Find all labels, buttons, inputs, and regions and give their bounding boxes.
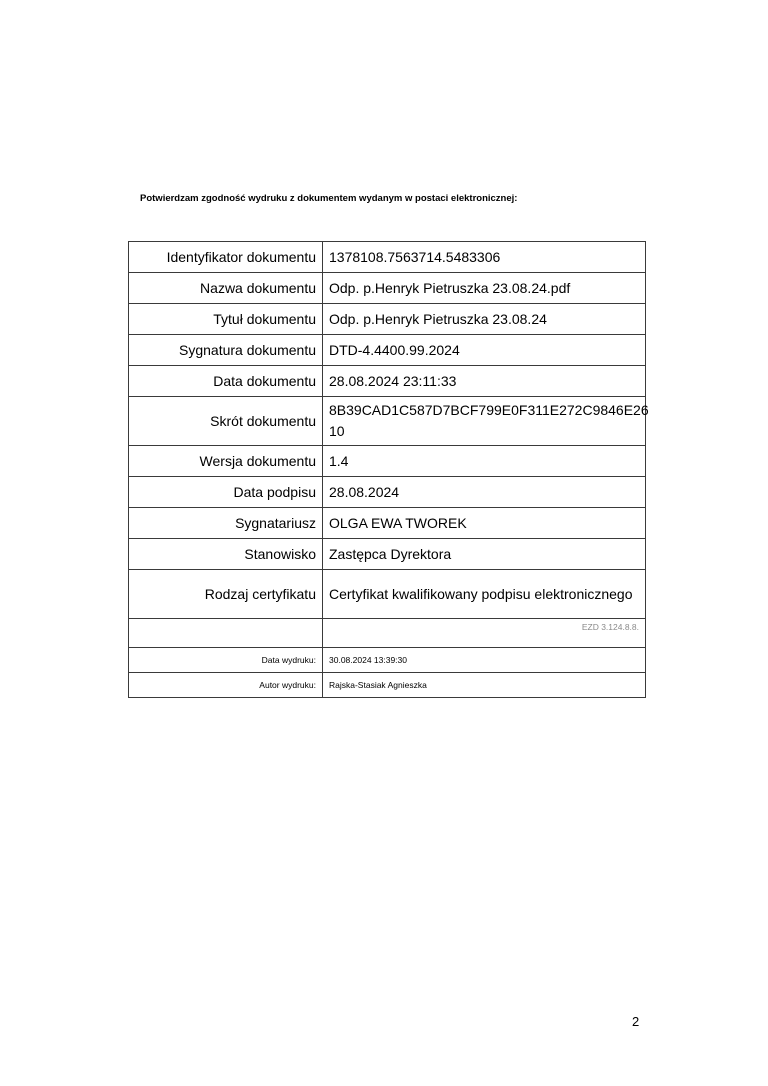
- row-signatory: [129, 508, 646, 539]
- empty-cell: [129, 619, 323, 648]
- row-position: [129, 539, 646, 570]
- label-certificate-type: Rodzaj certyfikatu: [129, 570, 323, 619]
- row-print-date: [129, 648, 646, 673]
- row-print-author: [129, 673, 646, 698]
- row-document-id: [129, 242, 646, 273]
- row-version-info: [129, 619, 646, 648]
- label-print-author: Autor wydruku:: [129, 673, 323, 698]
- label-document-date: Data dokumentu: [129, 366, 323, 397]
- value-document-name: Odp. p.Henryk Pietruszka 23.08.24.pdf: [323, 273, 646, 304]
- document-metadata-table: [128, 241, 649, 698]
- row-certificate-type: [129, 570, 646, 619]
- value-document-title: Odp. p.Henryk Pietruszka 23.08.24: [323, 304, 646, 335]
- value-document-version: 1.4: [323, 446, 646, 477]
- label-document-title: Tytuł dokumentu: [129, 304, 323, 335]
- label-document-id: Identyfikator dokumentu: [129, 242, 323, 273]
- row-document-signature: [129, 335, 646, 366]
- value-signatory: OLGA EWA TWOREK: [323, 508, 646, 539]
- row-document-title: [129, 304, 646, 335]
- confirmation-statement: Potwierdzam zgodność wydruku z dokumentem wydanym w postaci elektronicznej:: [140, 193, 518, 204]
- value-document-hash: 8B39CAD1C587D7BCF799E0F311E272C9846E26 10: [323, 397, 646, 446]
- row-signature-date: [129, 477, 646, 508]
- label-signatory: Sygnatariusz: [129, 508, 323, 539]
- row-document-name: [129, 273, 646, 304]
- ezd-version: EZD 3.124.8.8.: [323, 619, 646, 648]
- label-document-signature: Sygnatura dokumentu: [129, 335, 323, 366]
- value-position: Zastępca Dyrektora: [323, 539, 646, 570]
- label-print-date: Data wydruku:: [129, 648, 323, 673]
- value-print-date: 30.08.2024 13:39:30: [323, 648, 646, 673]
- page-number: 2: [632, 1014, 640, 1029]
- row-document-hash: [129, 397, 646, 446]
- value-certificate-type: Certyfikat kwalifikowany podpisu elektronicznego: [323, 570, 646, 619]
- label-document-version: Wersja dokumentu: [129, 446, 323, 477]
- value-signature-date: 28.08.2024: [323, 477, 646, 508]
- value-print-author: Rajska-Stasiak Agnieszka: [323, 673, 646, 698]
- label-position: Stanowisko: [129, 539, 323, 570]
- value-document-id: 1378108.7563714.5483306: [323, 242, 646, 273]
- row-document-version: [129, 446, 646, 477]
- label-document-hash: Skrót dokumentu: [129, 397, 323, 446]
- value-document-signature: DTD-4.4400.99.2024: [323, 335, 646, 366]
- row-document-date: [129, 366, 646, 397]
- label-signature-date: Data podpisu: [129, 477, 323, 508]
- label-document-name: Nazwa dokumentu: [129, 273, 323, 304]
- value-document-date: 28.08.2024 23:11:33: [323, 366, 646, 397]
